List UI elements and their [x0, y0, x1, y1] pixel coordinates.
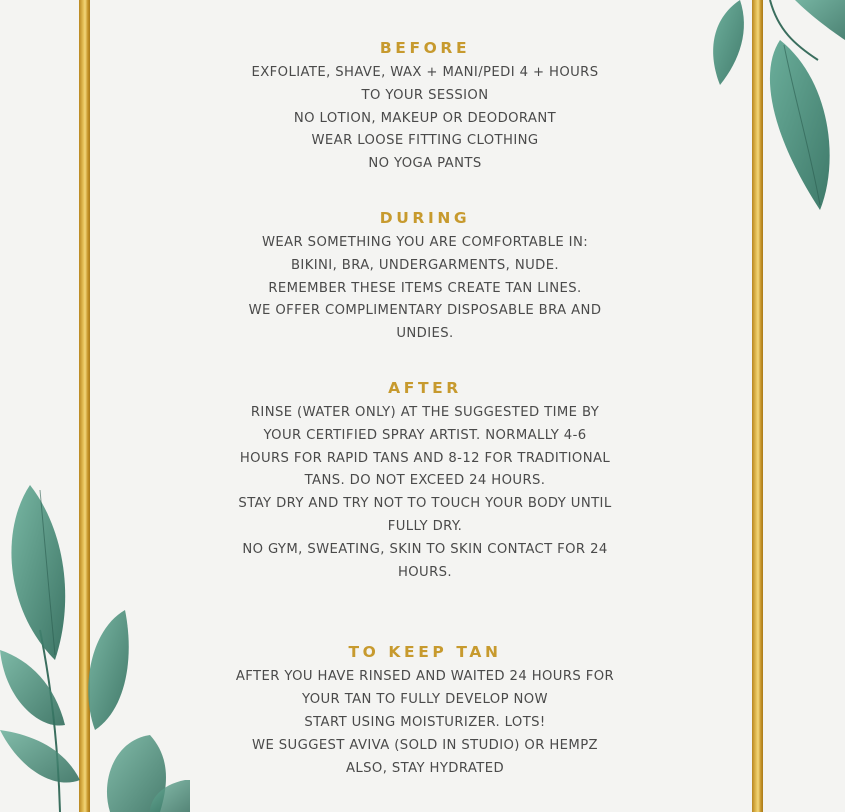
- tanning-instructions: [200, 38, 650, 812]
- heading-during: DURING: [379, 208, 471, 227]
- during-line-1: WEAR SOMETHING YOU ARE COMFORTABLE IN:: [261, 234, 589, 250]
- after-line-1: RINSE (WATER ONLY) AT THE SUGGESTED TIME BY: [250, 404, 600, 420]
- leaves-top-right-icon: [700, 0, 845, 215]
- after-line-2: YOUR CERTIFIED SPRAY ARTIST. NORMALLY 4-6: [263, 427, 587, 443]
- gold-bar-right: [752, 0, 763, 812]
- heading-to-keep-tan: TO KEEP TAN: [348, 643, 502, 662]
- section-after: [200, 378, 650, 584]
- keep-tan-line-1: AFTER YOU HAVE RINSED AND WAITED 24 HOURS FOR: [235, 669, 615, 685]
- during-line-3: REMEMBER THESE ITEMS CREATE TAN LINES.: [268, 280, 582, 296]
- after-line-8: HOURS.: [397, 564, 453, 580]
- during-line-5: UNDIES.: [396, 326, 454, 342]
- before-line-5: NO YOGA PANTS: [368, 156, 482, 172]
- during-line-4: WE OFFER COMPLIMENTARY DISPOSABLE BRA AND: [248, 303, 602, 319]
- before-line-3: NO LOTION, MAKEUP OR DEODORANT: [293, 110, 557, 126]
- section-before: [200, 38, 650, 176]
- heading-after: AFTER: [388, 378, 462, 397]
- keep-tan-line-2: YOUR TAN TO FULLY DEVELOP NOW: [301, 692, 548, 708]
- after-line-4: TANS. DO NOT EXCEED 24 HOURS.: [304, 473, 546, 489]
- before-line-4: WEAR LOOSE FITTING CLOTHING: [311, 133, 539, 149]
- section-during: [200, 208, 650, 346]
- keep-tan-line-5: ALSO, STAY HYDRATED: [345, 760, 505, 776]
- gold-bar-left: [79, 0, 90, 812]
- after-line-5: STAY DRY AND TRY NOT TO TOUCH YOUR BODY UNTIL: [238, 496, 612, 512]
- before-line-2: TO YOUR SESSION: [361, 87, 489, 103]
- section-to-keep-tan: [200, 642, 650, 780]
- keep-tan-line-3: START USING MOISTURIZER. LOTS!: [304, 714, 546, 730]
- heading-before: BEFORE: [379, 39, 471, 57]
- after-line-3: HOURS FOR RAPID TANS AND 8-12 FOR TRADITIONAL: [239, 450, 611, 466]
- during-line-2: BIKINI, BRA, UNDERGARMENTS, NUDE.: [290, 257, 560, 273]
- after-line-7: NO GYM, SWEATING, SKIN TO SKIN CONTACT FOR 24: [242, 541, 608, 557]
- before-line-1: EXFOLIATE, SHAVE, WAX + MANI/PEDI 4 + HOURS: [251, 65, 599, 80]
- leaves-bottom-left-icon: [0, 480, 190, 812]
- after-line-6: FULLY DRY.: [387, 518, 463, 534]
- keep-tan-line-4: WE SUGGEST AVIVA (SOLD IN STUDIO) OR HEMPZ: [252, 737, 598, 753]
